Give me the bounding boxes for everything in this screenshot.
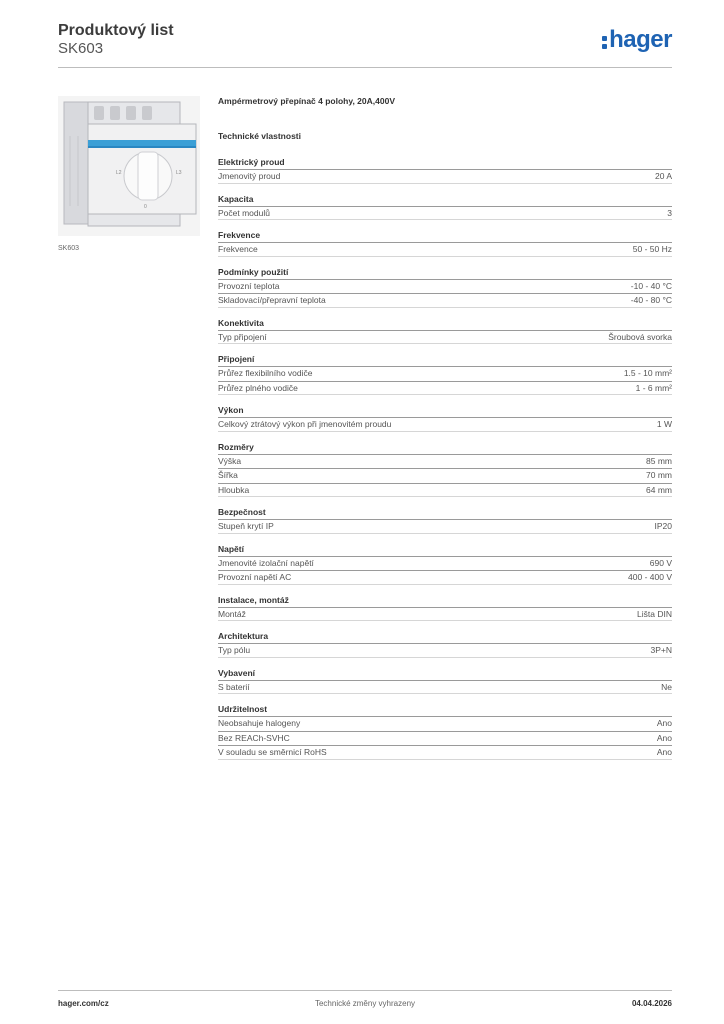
spec-section (218, 703, 672, 760)
spec-row (218, 242, 672, 257)
spec-label: Provozní teplota (218, 280, 280, 291)
logo-dots-icon (602, 36, 607, 49)
spec-value: -40 - 80 °C (630, 295, 672, 305)
spec-section (218, 594, 672, 622)
spec-value: 1 - 6 mm² (635, 382, 672, 393)
spec-label: Celkový ztrátový výkon při jmenovitém proudu (218, 419, 392, 429)
spec-row (218, 206, 672, 221)
footer-date: 04.04.2026 (631, 999, 672, 1008)
spec-section (218, 404, 672, 432)
spec-row (218, 556, 672, 571)
spec-row (218, 483, 672, 498)
spec-label: V souladu se směrnicí RoHS (218, 747, 327, 757)
spec-label: Výška (218, 455, 242, 466)
image-caption: SK603 (58, 245, 80, 252)
spec-section (218, 317, 672, 345)
spec-row (218, 716, 672, 731)
spec-row (218, 454, 672, 469)
spec-value: 3 (667, 207, 672, 218)
spec-row (218, 519, 672, 534)
document-title: Produktový list (58, 22, 174, 39)
spec-value: 1 W (656, 419, 672, 429)
spec-row (218, 570, 672, 585)
spec-section (218, 667, 672, 695)
section-title: Bezpečnost (218, 507, 266, 517)
page-footer (58, 990, 672, 1012)
spec-section (218, 543, 672, 585)
section-title: Napětí (218, 543, 244, 554)
spec-value: 64 mm (646, 484, 672, 495)
spec-label: Typ připojení (218, 331, 267, 342)
spec-row (218, 330, 672, 345)
section-title: Elektrický proud (218, 157, 285, 167)
footer-website: hager.com/cz (58, 999, 109, 1008)
spec-label: Šířka (218, 470, 238, 480)
spec-section (218, 229, 672, 257)
svg-text:L3: L3 (176, 170, 182, 176)
spec-row (218, 680, 672, 695)
spec-section (218, 630, 672, 658)
spec-label: S baterií (218, 681, 250, 692)
section-title: Podmínky použití (218, 266, 289, 277)
spec-value: 70 mm (646, 470, 672, 480)
spec-value: Šroubová svorka (608, 331, 672, 342)
spec-row (218, 293, 672, 308)
section-title: Architektura (218, 631, 269, 641)
spec-value: Ne (661, 681, 672, 692)
spec-row (218, 169, 672, 184)
technical-heading: Technické vlastnosti (218, 131, 301, 141)
hager-logo (602, 26, 672, 54)
spec-label: Jmenovité izolační napětí (218, 557, 314, 568)
spec-label: Provozní napětí AC (218, 572, 292, 582)
spec-value: -10 - 40 °C (630, 280, 672, 291)
section-title: Kapacita (218, 193, 254, 204)
spec-section (218, 353, 672, 395)
spec-value: Lišta DIN (637, 608, 672, 619)
spec-label: Neobsahuje halogeny (218, 718, 301, 728)
product-name: Ampérmetrový přepínač 4 polohy, 20A,400V (218, 96, 395, 106)
spec-label: Průřez flexibilního vodiče (218, 368, 313, 378)
spec-label: Bez REACh-SVHC (218, 732, 290, 743)
page-header (58, 20, 672, 68)
spec-section (218, 441, 672, 498)
spec-section (218, 506, 672, 534)
spec-label: Průřez plného vodiče (218, 382, 298, 393)
technical-content (218, 96, 672, 760)
svg-text:L2: L2 (116, 170, 122, 176)
spec-row (218, 366, 672, 381)
logo-text: hager (609, 26, 672, 53)
spec-row (218, 468, 672, 483)
spec-section (218, 156, 672, 184)
spec-value: 1.5 - 10 mm² (623, 368, 672, 378)
product-code: SK603 (58, 40, 104, 57)
section-title: Instalace, montáž (218, 594, 289, 605)
section-title: Připojení (218, 354, 255, 364)
spec-row (218, 643, 672, 658)
spec-value: 85 mm (646, 455, 672, 466)
section-title: Vybavení (218, 667, 256, 678)
spec-value: 3P+N (650, 645, 672, 655)
section-title: Udržitelnost (218, 704, 268, 714)
spec-value: 20 A (654, 171, 672, 181)
spec-value: Ano (656, 732, 672, 743)
spec-value: Ano (656, 718, 672, 728)
spec-sections (218, 156, 672, 760)
spec-row (218, 731, 672, 746)
spec-label: Montáž (218, 608, 246, 619)
spec-label: Počet modulů (218, 207, 270, 218)
spec-row (218, 381, 672, 396)
section-title: Výkon (218, 405, 244, 415)
spec-label: Skladovací/přepravní teplota (218, 295, 326, 305)
section-title: Frekvence (218, 230, 261, 240)
switch-device-icon (58, 96, 200, 236)
spec-label: Frekvence (218, 244, 258, 254)
spec-value: 50 - 50 Hz (632, 244, 672, 254)
section-title: Rozměry (218, 441, 254, 452)
spec-section (218, 193, 672, 221)
spec-row (218, 279, 672, 294)
spec-label: Hloubka (218, 484, 250, 495)
svg-text:0: 0 (144, 204, 147, 210)
spec-row (218, 417, 672, 432)
spec-row (218, 745, 672, 760)
spec-label: Jmenovitý proud (218, 171, 281, 181)
spec-label: Stupeň krytí IP (218, 521, 274, 531)
spec-value: IP20 (654, 521, 672, 531)
spec-section (218, 266, 672, 308)
product-image (58, 96, 200, 236)
section-title: Konektivita (218, 317, 264, 328)
spec-label: Typ pólu (218, 645, 251, 655)
footer-notice: Technické změny vyhrazeny (314, 999, 416, 1008)
spec-row (218, 607, 672, 622)
spec-value: 690 V (649, 557, 672, 568)
spec-value: Ano (656, 747, 672, 757)
spec-value: 400 - 400 V (628, 572, 672, 582)
